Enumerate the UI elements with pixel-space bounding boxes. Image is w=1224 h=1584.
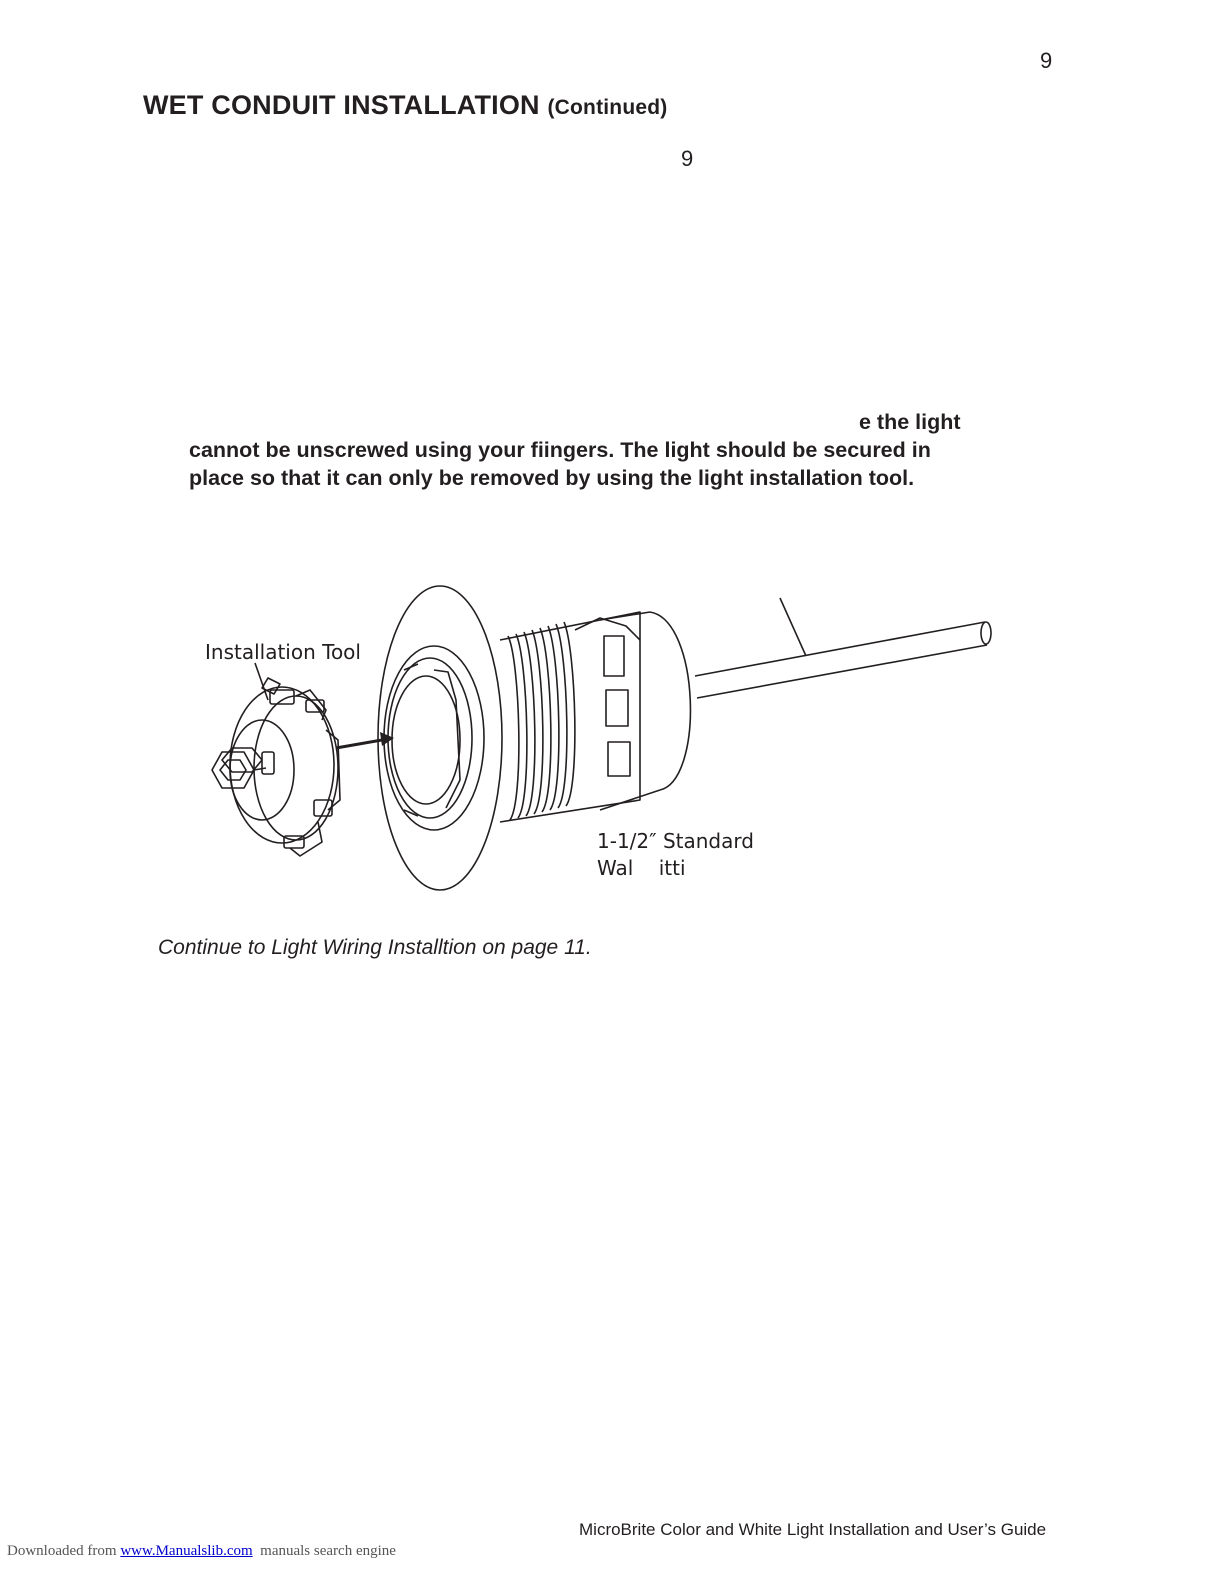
wall-fitting-label bbox=[597, 828, 754, 882]
paragraph-line-2: cannot be unscrewed using your fiingers. The light should be secured in bbox=[189, 438, 931, 462]
download-footer bbox=[7, 1543, 396, 1560]
download-suffix: manuals search engine bbox=[252, 1543, 396, 1559]
instruction-paragraph bbox=[189, 408, 1009, 492]
installation-tool-label: Installation Tool bbox=[205, 640, 361, 664]
section-title-text: WET CONDUIT INSTALLATION bbox=[143, 90, 540, 120]
arrow-drawing bbox=[336, 732, 394, 748]
manualslib-link[interactable]: www.Manualslib.com bbox=[120, 1543, 253, 1559]
continue-note: Continue to Light Wiring Installtion on page 11. bbox=[158, 936, 592, 959]
inline-page-number: 9 bbox=[681, 146, 694, 171]
installation-tool-drawing bbox=[212, 663, 340, 856]
section-title-suffix: (Continued) bbox=[547, 96, 668, 119]
download-prefix: Downloaded from bbox=[7, 1543, 121, 1559]
paragraph-line-3: place so that it can only be removed by using the light installation tool. bbox=[189, 466, 915, 490]
wall-fitting-label-line-1: 1-1/2″ Standard bbox=[597, 829, 754, 853]
wall-fitting-label-line-2: Wal itti bbox=[597, 856, 686, 880]
footer-guide-title: MicroBrite Color and White Light Installation and User’s Guide bbox=[579, 1520, 1047, 1539]
section-title bbox=[143, 90, 667, 121]
page-number: 9 bbox=[1040, 48, 1053, 73]
paragraph-line-1: e the light bbox=[859, 410, 961, 434]
